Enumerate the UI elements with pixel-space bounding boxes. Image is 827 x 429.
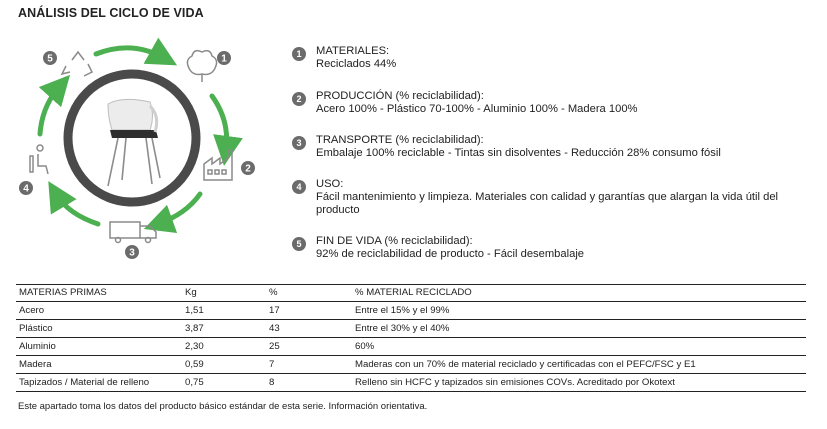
cell-recycled: Entre el 15% y el 99% <box>352 302 806 320</box>
cycle-badge-4 <box>19 181 33 195</box>
cell-percent: 8 <box>266 374 352 392</box>
col-header-kg: Kg <box>182 285 266 302</box>
cell-material: Tapizados / Material de relleno <box>16 374 182 392</box>
table-header-row <box>16 285 806 302</box>
person-icon <box>30 145 48 174</box>
cell-recycled: Entre el 30% y el 40% <box>352 320 806 338</box>
cell-kg: 3,87 <box>182 320 266 338</box>
table-row <box>16 338 806 356</box>
footnote: Este apartado toma los datos del producto básico estándar de esta serie. Información orientativa. <box>18 401 428 412</box>
cell-kg: 2,30 <box>182 338 266 356</box>
stage-produccion <box>292 90 638 116</box>
cell-percent: 7 <box>266 356 352 374</box>
col-header-percent: % <box>266 285 352 302</box>
stage-heading: USO: <box>316 178 344 190</box>
stage-badge: 5 <box>292 237 306 251</box>
stage-body: Embalaje 100% reciclable - Tintas sin disolventes - Reducción 28% consumo fósil <box>316 147 721 159</box>
tree-icon <box>187 51 216 82</box>
cycle-badge-2 <box>241 161 255 175</box>
cell-recycled: 60% <box>352 338 806 356</box>
stage-uso <box>292 178 808 217</box>
stage-body: Fácil mantenimiento y limpieza. Materiales con calidad y garantías que alargan la vida útil del producto <box>316 191 779 216</box>
cycle-badge-5 <box>43 51 57 65</box>
factory-icon <box>204 150 232 180</box>
svg-text:2: 2 <box>245 163 251 175</box>
stage-badge: 1 <box>292 47 306 61</box>
cycle-arrow-2 <box>212 96 227 151</box>
recycle-icon <box>62 52 92 76</box>
table-row <box>16 320 806 338</box>
stage-heading: FIN DE VIDA (% reciclabilidad): <box>316 235 473 247</box>
stage-badge: 4 <box>292 180 306 194</box>
svg-text:4: 4 <box>23 183 29 195</box>
col-header-materials: MATERIAS PRIMAS <box>16 285 182 302</box>
cell-material: Acero <box>16 302 182 320</box>
cycle-arrow-3 <box>158 194 200 224</box>
cell-recycled: Relleno sin HCFC y tapizados sin emisiones COVs. Acreditado por Okotext <box>352 374 806 392</box>
cell-kg: 0,75 <box>182 374 266 392</box>
cell-percent: 17 <box>266 302 352 320</box>
cycle-arrow-5 <box>40 86 60 134</box>
cell-material: Madera <box>16 356 182 374</box>
stage-transporte <box>292 134 721 160</box>
cell-recycled: Maderas con un 70% de material reciclado y certificadas con el PEFC/FSC y E1 <box>352 356 806 374</box>
svg-text:1: 1 <box>221 53 227 65</box>
table-row <box>16 374 806 392</box>
stage-heading: PRODUCCIÓN (% reciclabilidad): <box>316 90 484 102</box>
materials-table <box>16 284 806 392</box>
cell-kg: 1,51 <box>182 302 266 320</box>
stage-heading: TRANSPORTE (% reciclabilidad): <box>316 134 484 146</box>
cell-material: Aluminio <box>16 338 182 356</box>
table-row <box>16 356 806 374</box>
stage-fin-de-vida <box>292 235 584 261</box>
stage-body: 92% de reciclabilidad de producto - Fácil desembalaje <box>316 248 585 260</box>
table-row <box>16 302 806 320</box>
stage-badge: 2 <box>292 92 306 106</box>
svg-text:5: 5 <box>47 53 53 65</box>
cycle-arrow-1 <box>96 48 164 58</box>
life-cycle-diagram <box>0 26 290 266</box>
cell-material: Plástico <box>16 320 182 338</box>
svg-text:3: 3 <box>129 247 135 259</box>
stage-body: Acero 100% - Plástico 70-100% - Aluminio 100% - Madera 100% <box>316 103 638 115</box>
cycle-arrow-4 <box>56 194 98 224</box>
cell-kg: 0,59 <box>182 356 266 374</box>
truck-icon <box>110 222 156 243</box>
stage-badge: 3 <box>292 136 306 150</box>
page-title: ANÁLISIS DEL CICLO DE VIDA <box>18 6 204 20</box>
col-header-recycled: % MATERIAL RECICLADO <box>352 285 806 302</box>
cycle-badge-1 <box>217 51 231 65</box>
stage-body: Reciclados 44% <box>316 58 397 70</box>
stage-heading: MATERIALES: <box>316 45 390 57</box>
cell-percent: 43 <box>266 320 352 338</box>
cell-percent: 25 <box>266 338 352 356</box>
stage-materiales <box>292 45 396 71</box>
cycle-badge-3 <box>125 245 139 259</box>
